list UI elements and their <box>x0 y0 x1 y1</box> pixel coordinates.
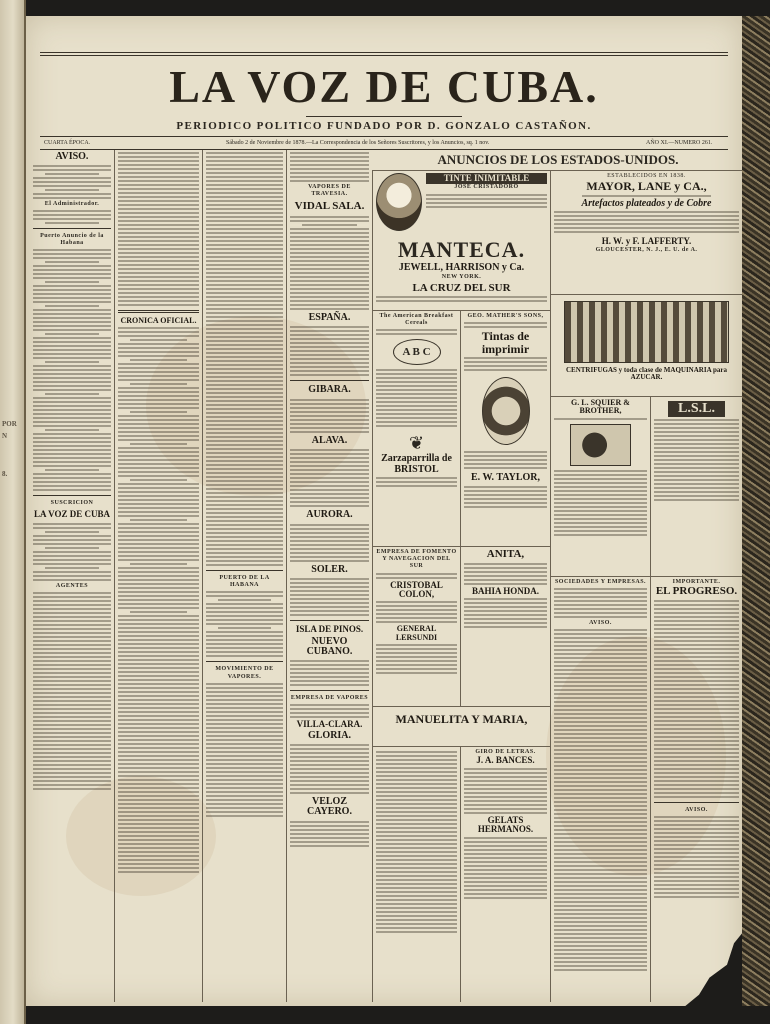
vidal-sala: VIDAL SALA. <box>294 200 365 213</box>
ad-sociedades <box>550 576 650 1002</box>
abc-logo: A B C <box>393 339 441 365</box>
soler: SOLER. <box>311 563 348 575</box>
column-4 <box>286 150 372 1002</box>
mather-title: GEO. MATHER'S SONS, <box>467 313 544 319</box>
cronica-heading: CRONICA OFICIAL. <box>120 316 197 325</box>
ad-giro-letras <box>460 746 550 1002</box>
newspaper-subtitle: PERIODICO POLITICO FUNDADO POR D. GONZALO CASTAÑON. <box>176 120 592 132</box>
eagle-emblem-icon: ❦ <box>408 433 425 454</box>
manuelita-y-maria: MANUELITA Y MARIA, <box>395 712 528 726</box>
agentes-heading: AGENTES <box>55 582 89 589</box>
gloria: GLORIA. <box>307 730 352 742</box>
general-lersundi: GENERAL LERSUNDI <box>395 624 438 642</box>
empresa-fomento-title: EMPRESA DE FOMENTO Y NAVEGACION DEL SUR <box>376 549 457 570</box>
columns-area <box>26 150 742 1006</box>
lafferty-title: H. W. y F. LAFFERTY. <box>601 236 692 247</box>
gibara: GIBARA. <box>308 384 351 396</box>
zarzaparrilla: Zarzaparrilla de BRISTOL <box>381 453 452 475</box>
ad-empresa-fomento <box>372 546 460 706</box>
ad-mather-tintas <box>460 310 550 546</box>
puerto-habana-heading: PUERTO DE LA HABANA <box>219 575 270 589</box>
portrait-illustration <box>376 173 422 231</box>
cristobal-colon: CRISTOBAL COLON, <box>390 579 443 599</box>
empresa-vapores-heading: EMPRESA DE VAPORES <box>290 694 369 701</box>
column-1 <box>30 150 114 1002</box>
aviso-vapores: AVISO. <box>589 620 612 627</box>
tinte-subtitle: JOSÉ CRISTADORO <box>454 184 519 191</box>
aurora: AURORA. <box>306 509 353 521</box>
ad-text-column <box>372 746 460 1002</box>
aviso-signature: El Administrador. <box>44 200 100 207</box>
sugar-machinery-illustration <box>564 301 729 363</box>
aviso-2: AVISO. <box>685 806 708 813</box>
movimiento-vapores-heading: MOVIMIENTO DE VAPORES. <box>215 666 274 680</box>
masthead <box>26 16 742 158</box>
aviso-heading: AVISO. <box>55 151 89 162</box>
engine-illustration <box>570 424 631 466</box>
mayor-lane-title: MAYOR, LANE y CA., <box>586 179 707 194</box>
baces-title: J. A. BANCES. <box>476 755 535 766</box>
lsl-logo: L.S.L. <box>668 401 725 417</box>
newspaper-title: LA VOZ DE CUBA. <box>169 61 599 112</box>
jewell-harrison: JEWELL, HARRISON y Ca. <box>398 262 525 273</box>
villa-clara: VILLA-CLARA. <box>296 719 363 730</box>
veloz-cayero: VELOZ CAYERO. <box>307 795 352 818</box>
dateline-date: Sábado 2 de Noviembre de 1878.—La Correspondencia de los Señores Suscritores, y los Anuncios, sq. 1 nov. <box>226 140 490 146</box>
ad-tinte-manteca <box>372 170 550 310</box>
vapores-travesia-heading: VAPORES DE TRAVESIA. <box>308 184 351 198</box>
newspaper-page <box>26 16 742 1006</box>
ad-el-progreso <box>650 576 742 1002</box>
ad-lsl <box>650 396 742 576</box>
watch-illustration <box>482 377 530 445</box>
artefactos-title: Artefactos plateados y de Cobre <box>581 197 712 209</box>
ads-section-title: ANUNCIOS DE LOS ESTADOS-UNIDOS. <box>437 152 679 167</box>
centrifugas-title: CENTRIFUGAS y toda clase de MAQUINARIA para AZUCAR. <box>565 366 727 382</box>
american-breakfast-title: The American Breakfast Cereals <box>379 313 454 327</box>
alava: ALAVA. <box>311 434 348 446</box>
book-binding-left: POR N 8. <box>0 0 26 1024</box>
gelats-hermanos: GELATS HERMANOS. <box>477 814 534 835</box>
ad-mayor-lane: ESTABLECIDOS EN 1838. MAYOR, LANE y CA., Artefactos plateados y de Cobre H. W. y F. LAFFERTY. GLOUCESTER, N. J., E. U. de A. <box>550 170 742 294</box>
manteca-title: MANTECA. <box>397 237 526 262</box>
espana: ESPAÑA. <box>308 311 351 323</box>
lafferty-location: GLOUCESTER, N. J., E. U. de A. <box>595 246 698 253</box>
dateline-number: AÑO XI.—NUMERO 261. <box>646 140 713 146</box>
jewell-location: NEW YORK. <box>441 273 482 280</box>
nuevo-cubano: NUEVO CUBANO. <box>306 635 353 658</box>
el-progreso-title: EL PROGRESO. <box>655 585 738 598</box>
tinte-title: TINTE INIMITABLE <box>426 173 547 184</box>
isla-de-pinos: ISLA DE PINOS. <box>295 624 364 635</box>
dateline-epoch: CUARTA ÉPOCA. <box>44 140 91 146</box>
column-3 <box>202 150 286 1002</box>
cruz-del-sur: LA CRUZ DEL SUR <box>412 281 511 294</box>
tintas-title: Tintas de imprimir <box>481 329 530 356</box>
taylor-title: E. W. TAYLOR, <box>470 472 540 484</box>
squier-title: G. L. SQUIER & BROTHER, <box>571 398 630 416</box>
suscripcion-heading: SUSCRICION <box>50 500 94 507</box>
ad-anita <box>460 546 550 706</box>
ad-squier <box>550 396 650 576</box>
giro-letras-title: GIRO DE LETRAS. <box>475 749 536 755</box>
importante-title: IMPORTANTE. <box>672 579 721 585</box>
suscripcion-paper: LA VOZ DE CUBA <box>34 509 110 520</box>
marbled-book-edge <box>742 16 770 1006</box>
ad-american-breakfast <box>372 310 460 546</box>
ad-centrifugas <box>550 294 742 396</box>
sociedades-title: SOCIEDADES Y EMPRESAS. <box>554 579 647 585</box>
anita: ANITA, <box>486 548 525 560</box>
column-2 <box>114 150 202 1002</box>
puerto-anuncio-heading: Puerto Anuncio de la Habana <box>40 232 104 246</box>
bahia-honda: BAHIA HONDA. <box>471 585 539 596</box>
ad-manuelita <box>372 706 550 746</box>
